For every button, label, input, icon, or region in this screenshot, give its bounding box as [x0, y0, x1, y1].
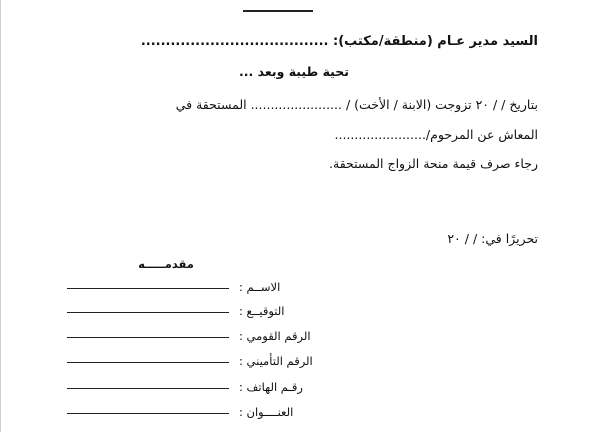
field-line-address[interactable] — [67, 413, 229, 414]
field-label-signature: التوقيــع : — [239, 304, 285, 318]
field-line-signature[interactable] — [67, 312, 229, 313]
field-label-address: العنــــوان : — [239, 405, 294, 419]
field-line-insurance-number[interactable] — [67, 362, 229, 363]
greeting-line: تحية طيبة وبعد ... — [239, 64, 349, 79]
date-line: تحريرًا في: / / ٢٠ — [447, 231, 538, 246]
field-line-phone[interactable] — [67, 388, 229, 389]
body-line-3: رجاء صرف قيمة منحة الزواج المستحقة. — [329, 156, 538, 171]
addressee-line: السيد مدير عـام (منطقة/مكتب): ...................................... — [140, 34, 538, 49]
top-rule — [243, 10, 313, 12]
field-label-insurance-number: الرقم التأميني : — [239, 354, 313, 368]
field-label-name: الاســم : — [239, 280, 281, 294]
body-line-2: المعاش عن المرحوم/....................... — [334, 127, 538, 142]
field-line-national-id[interactable] — [67, 337, 229, 338]
presented-by-heading: مقدمـــــه — [138, 257, 194, 271]
field-label-phone: رقـم الهاتف : — [239, 380, 303, 394]
field-label-national-id: الرقم القومي : — [239, 329, 311, 343]
body-line-1: بتاريخ / / ٢٠ تزوجت (الابنة / الأخت) / ....................... المستحقة في — [175, 97, 538, 112]
field-line-name[interactable] — [67, 288, 229, 289]
